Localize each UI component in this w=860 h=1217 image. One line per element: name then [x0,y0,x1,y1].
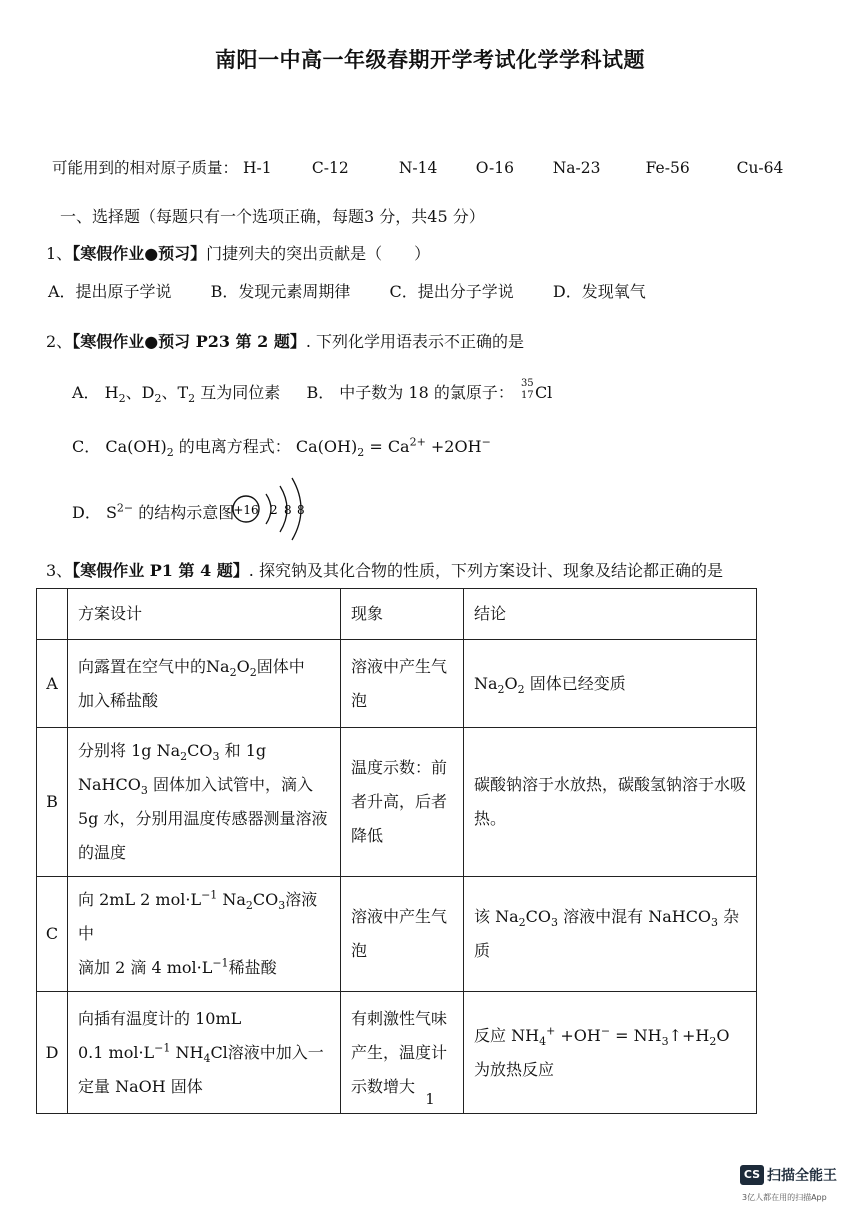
q3-tag: 【寒假作业 P1 第 4 题】 [72,561,249,580]
row-d-conclusion: 反应 $NH_4^+ +OH^-$ = $NH_3↑+H_2O$ 为放热反应 [464,992,757,1114]
row-c-conclusion: 该 $Na_2CO_3$ 溶液中混有 NaHCO$_3$ 杂质 [464,877,757,992]
q2-option-a-b [72,378,553,406]
q3-stem: . 探究钠及其化合物的性质，下列方案设计、现象及结论都正确的是 [248,561,723,580]
header-phenomenon: 现象 [341,589,464,640]
q3-number: 3、 [46,561,73,580]
atomic-mass-label: 可能用到的相对原子质量： [52,159,239,177]
q2-number: 2、 [46,332,73,351]
mass-fe: Fe-56 [645,159,690,177]
table-header-row [37,589,757,640]
row-c-design: 向 2mL 2 $mol\cdot L^{-1}$ $Na_2CO_3$溶液中 滴加 2 滴 4 $mol\cdot L^{-1}$稀盐酸 [68,877,341,992]
header-conclusion: 结论 [464,589,757,640]
scanner-watermark [740,1164,837,1185]
sulfide-structure-diagram [228,472,318,548]
q1-option-b: B．发现元素周期律 [210,282,351,301]
q2-option-d-ion: $S^{2-}$ [105,501,134,522]
row-d-design: 向插有温度计的 10mL 0.1 $mol\cdot L^{-1}$ $NH_4Cl$溶液中加入一 定量 NaOH 固体 [68,992,341,1114]
q2-option-c-text: 的电离方程式： [178,437,291,456]
mass-h: H-1 [242,159,272,177]
header-blank [37,589,68,640]
row-a-phenomenon: 溶液中产生气泡 [341,640,464,728]
q2-option-d-text: 的结构示意图 [138,503,235,522]
nucleus-charge: +16 [233,503,259,517]
header-design: 方案设计 [68,589,341,640]
row-d-phenomenon: 有刺激性气味产生，温度计示数增大 [341,992,464,1114]
q2-option-a-text: 互为同位素 [200,383,281,402]
section-heading: 一、选择题（每题只有一个选项正确，每题3 分，共45 分） [60,207,485,226]
mass-c: C-12 [311,159,349,177]
row-c-phenomenon: 溶液中产生气泡 [341,877,464,992]
q1-options [48,279,680,302]
table-row [37,728,757,877]
shell-1-count: 2 [270,503,278,517]
shell-2-count: 8 [284,503,292,517]
q2-option-c-equation: $Ca(OH)_2 = Ca^{2+} +2OH^-$ [295,435,491,460]
table-row [37,877,757,992]
row-d-label: D [37,992,68,1114]
q1-option-a: A．提出原子学说 [48,282,172,301]
q2-option-c-label: C． [72,437,101,456]
row-a-design: 向露置在空气中的$Na_2O_2$固体中 加入稀盐酸 [68,640,341,728]
mass-cu: Cu-64 [736,159,784,177]
row-b-design: 分别将 1g $Na_2CO_3$ 和 1g NaHCO$_3$ 固体加入试管中，滴入 5g 水，分别用温度传感器测量溶液的温度 [68,728,341,877]
row-b-phenomenon: 温度示数：前者升高，后者降低 [341,728,464,877]
row-b-conclusion: 碳酸钠溶于水放热，碳酸氢钠溶于水吸热。 [464,728,757,877]
row-c-label: C [37,877,68,992]
mass-o: O-16 [475,159,515,177]
page-number: 1 [425,1090,435,1108]
q2-option-b-text: 中子数为 18 的氯原子： [339,383,514,402]
watermark-name: 扫描全能王 [767,1167,837,1184]
q2-option-b-label: B． [306,383,335,402]
q1-tag: 【寒假作业●预习】 [72,244,207,263]
q2-stem: . 下列化学用语表示不正确的是 [305,332,525,351]
q3-table [36,588,757,1114]
q2-option-c [72,434,491,460]
q2-option-c-formula: $Ca(OH)_2$ [105,437,174,460]
q2-option-a-label: A． [72,383,100,402]
q1-option-d: D．发现氧气 [552,282,646,301]
nuclide-symbol: Cl [534,383,553,402]
q2-option-d [72,500,234,523]
q1-option-c: C．提出分子学说 [389,282,514,301]
shell-3-count: 8 [297,503,305,517]
camscanner-logo-icon: CS [740,1165,764,1185]
nuclide-atomic-number: 17 [520,390,534,401]
mass-n: N-14 [398,159,438,177]
question-2 [46,329,524,352]
q1-number: 1、 [46,244,73,263]
chlorine-nuclide [519,378,535,401]
question-3 [46,558,723,581]
nuclide-mass-number: 35 [520,378,534,389]
exam-title: 南阳一中高一年级春期开学考试化学学科试题 [215,48,645,72]
q2-option-d-label: D． [72,503,101,522]
q2-tag: 【寒假作业●预习 P23 第 2 题】 [72,332,306,351]
table-row [37,640,757,728]
row-b-label: B [37,728,68,877]
watermark-subtitle: 3亿人都在用的扫描App [742,1193,827,1202]
mass-na: Na-23 [552,159,601,177]
question-1 [46,241,430,264]
row-a-conclusion: $Na_2O_2$ 固体已经变质 [464,640,757,728]
atomic-mass-line [52,156,783,178]
row-a-label: A [37,640,68,728]
q1-stem: 门捷列夫的突出贡献是（ ） [206,244,431,263]
q2-option-a-formula: $H_2$、$D_2$、$T_2$ [104,383,196,406]
